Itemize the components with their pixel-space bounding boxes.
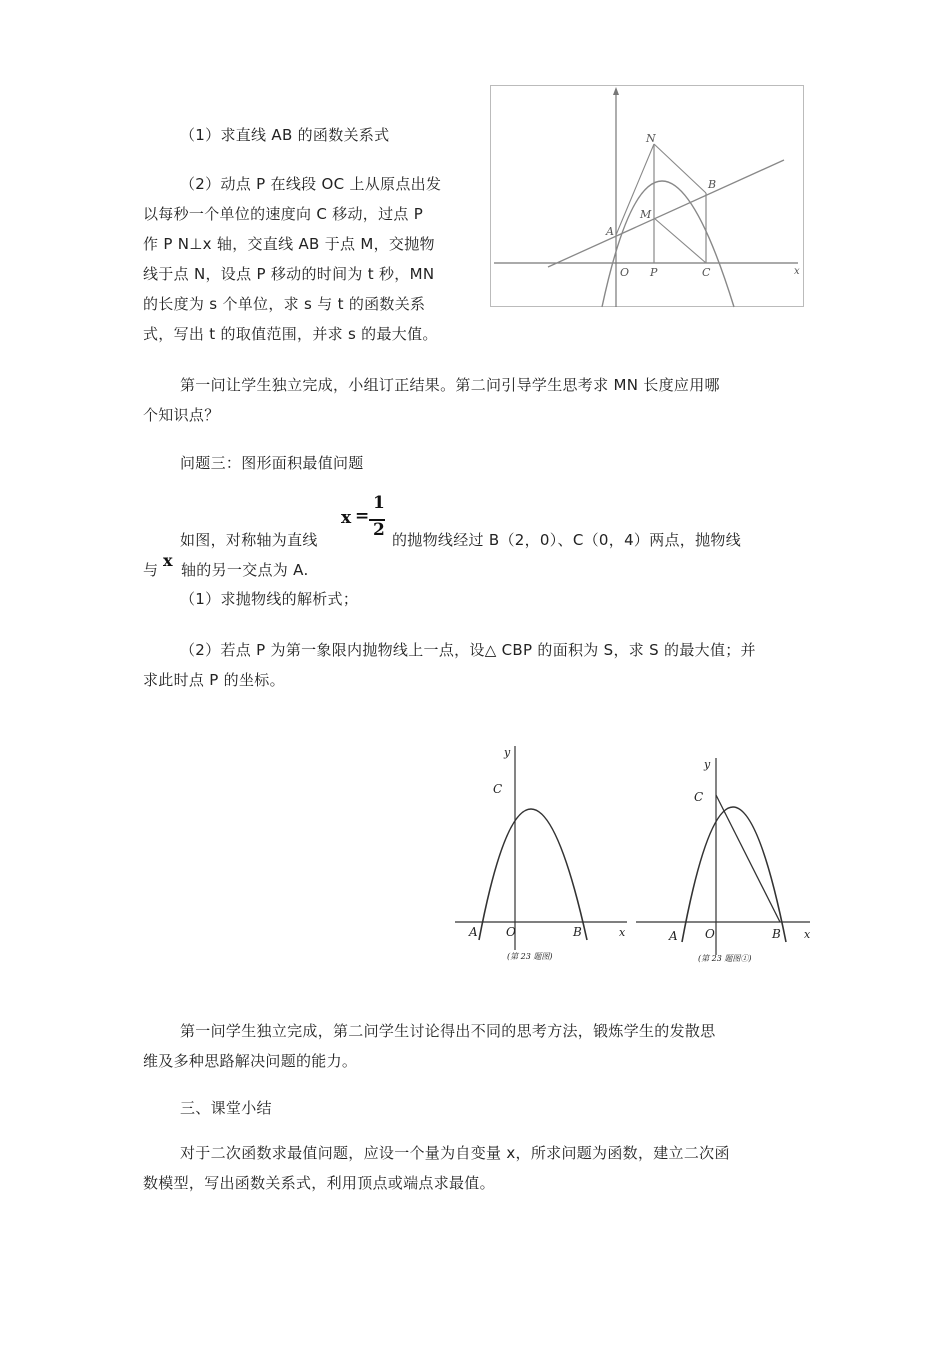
label-c: C bbox=[702, 266, 711, 279]
p3-question-2-line1: （2）若点 P 为第一象限内抛物线上一点，设△ CBP 的面积为 S，求 S 的最大值；并 bbox=[180, 641, 756, 659]
p2-question-2-line4: 线于点 N，设点 P 移动的时间为 t 秒，MN bbox=[143, 265, 435, 283]
label-y: y bbox=[704, 758, 711, 771]
label-p: P bbox=[650, 266, 658, 279]
p2-question-1: （1）求直线 AB 的函数关系式 bbox=[180, 126, 390, 144]
p3-stem-pre: 如图，对称轴为直线 bbox=[180, 531, 318, 549]
label-b: B bbox=[708, 178, 717, 191]
label-n: N bbox=[646, 132, 656, 145]
p2-question-2-line2: 以每秒一个单位的速度向 C 移动，过点 P bbox=[143, 205, 424, 223]
axis-x-symbol: x bbox=[163, 551, 173, 570]
p3-heading: 问题三：图形面积最值问题 bbox=[180, 454, 364, 472]
label-o: O bbox=[705, 927, 715, 941]
parabola-line-figure bbox=[490, 85, 806, 309]
summary-line2: 数模型，写出函数关系式，利用顶点或端点求最值。 bbox=[143, 1174, 495, 1192]
summary-heading: 三、课堂小结 bbox=[180, 1099, 272, 1117]
label-o: O bbox=[620, 266, 630, 279]
label-a: A bbox=[669, 929, 678, 943]
p2-teaching-note-line2: 个知识点？ bbox=[143, 406, 220, 424]
p3-question-2-line2: 求此时点 P 的坐标。 bbox=[143, 671, 285, 689]
axis-eq-denominator: 2 bbox=[373, 520, 385, 540]
parabola-triangle-figure-23-1 bbox=[636, 750, 816, 970]
p2-question-2-line5: 的长度为 s 个单位，求 s 与 t 的函数关系 bbox=[143, 295, 426, 313]
label-x: x bbox=[619, 926, 626, 939]
axis-eq-x: x bbox=[341, 508, 352, 528]
label-y: y bbox=[504, 746, 511, 759]
p3-stem-post: 的抛物线经过 B（2，0）、C（0，4）两点，抛物线 bbox=[392, 531, 742, 549]
label-a: A bbox=[469, 925, 478, 939]
p3-teaching-note-line1: 第一问学生独立完成，第二问学生讨论得出不同的思考方法，锻炼学生的发散思 bbox=[180, 1022, 716, 1040]
p2-question-2-line1: （2）动点 P 在线段 OC 上从原点出发 bbox=[180, 175, 442, 193]
p2-question-2-line3: 作 P N⊥x 轴，交直线 AB 于点 M，交抛物 bbox=[143, 235, 435, 253]
label-c: C bbox=[694, 790, 704, 804]
label-a: A bbox=[606, 225, 614, 238]
p2-question-2-line6: 式，写出 t 的取值范围，并求 s 的最大值。 bbox=[143, 325, 438, 343]
caption: (第 23 题图) bbox=[507, 952, 553, 961]
axis-eq-sign: = bbox=[355, 506, 370, 526]
axis-equation bbox=[341, 493, 389, 543]
p3-teaching-note-line2: 维及多种思路解决问题的能力。 bbox=[143, 1052, 358, 1070]
p3-stem-line2-pre: 与 bbox=[143, 561, 159, 579]
label-c: C bbox=[493, 782, 503, 796]
segment-cb bbox=[716, 795, 780, 922]
label-o: O bbox=[506, 925, 516, 939]
p3-stem-line2-post: 轴的另一交点为 A. bbox=[181, 561, 309, 579]
parabola-figure-23 bbox=[455, 740, 635, 965]
p2-teaching-note-line1: 第一问让学生独立完成，小组订正结果。第二问引导学生思考求 MN 长度应用哪 bbox=[180, 376, 720, 394]
label-x: x bbox=[794, 266, 800, 277]
label-x: x bbox=[804, 928, 811, 941]
parabola bbox=[479, 809, 587, 940]
caption: (第 23 题图①) bbox=[698, 954, 752, 963]
label-b: B bbox=[573, 925, 582, 939]
label-b: B bbox=[772, 927, 781, 941]
summary-line1: 对于二次函数求最值问题，应设一个量为自变量 x，所求问题为函数，建立二次函 bbox=[180, 1144, 730, 1162]
label-m: M bbox=[640, 208, 652, 221]
axis-eq-numerator: 1 bbox=[373, 493, 385, 513]
p3-question-1: （1）求抛物线的解析式； bbox=[180, 590, 359, 608]
